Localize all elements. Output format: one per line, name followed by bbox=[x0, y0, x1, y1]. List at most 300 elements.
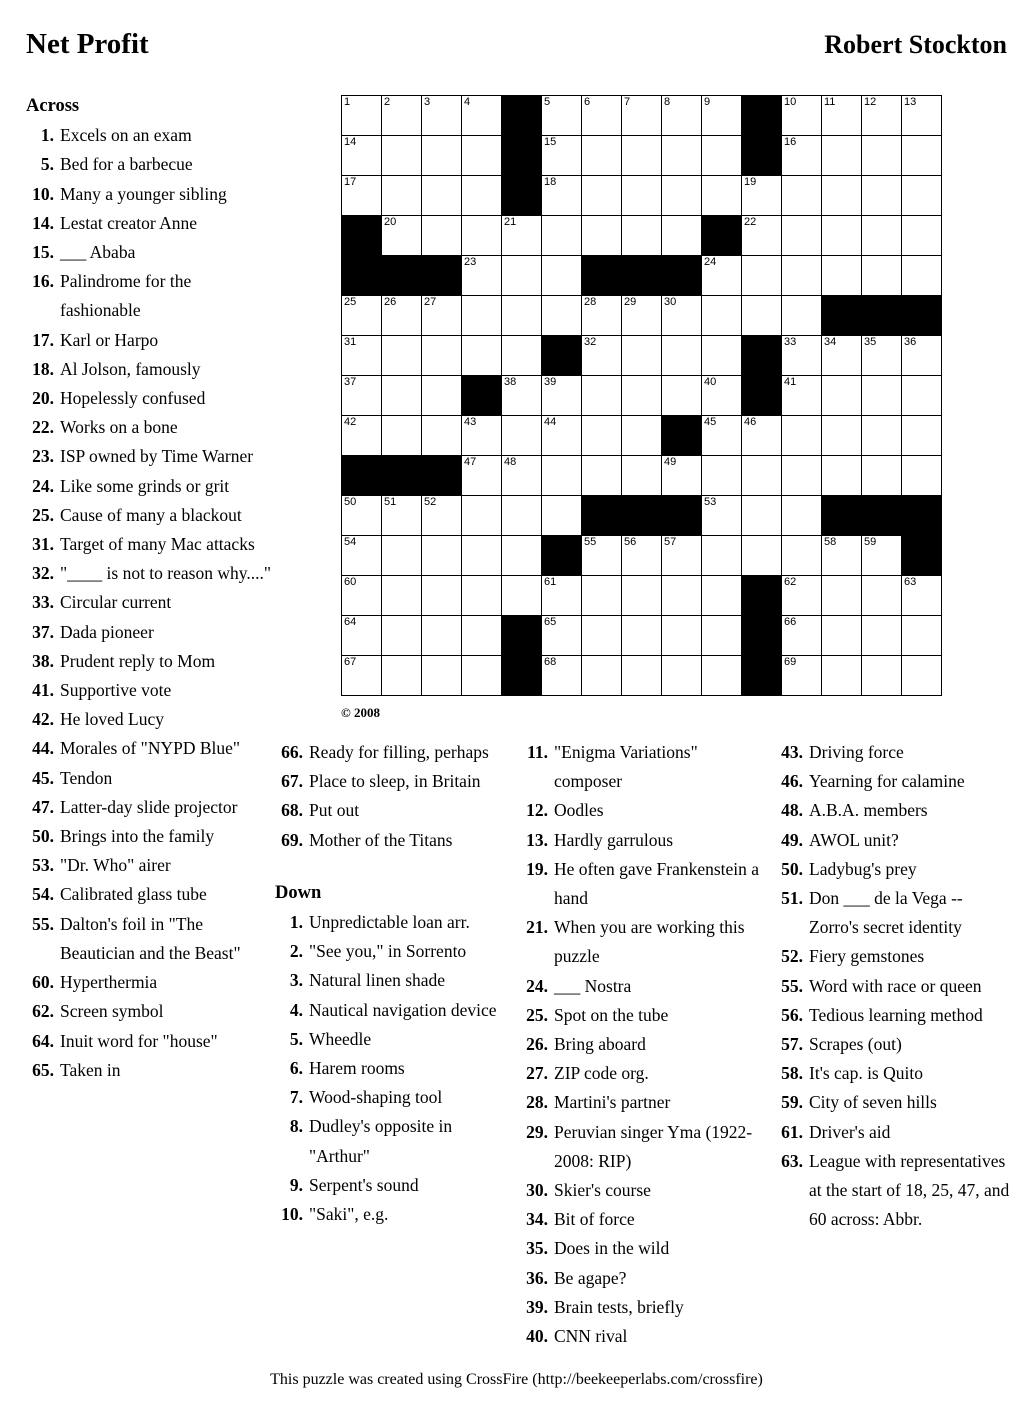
clue-item[interactable] bbox=[520, 855, 770, 913]
grid-cell[interactable] bbox=[822, 656, 862, 696]
clue-item[interactable] bbox=[275, 796, 515, 825]
clue-item[interactable] bbox=[26, 355, 274, 384]
grid-cell[interactable] bbox=[382, 416, 422, 456]
grid-cell[interactable] bbox=[742, 256, 782, 296]
grid-cell[interactable] bbox=[902, 616, 942, 656]
grid-cell[interactable] bbox=[342, 96, 382, 136]
grid-cell[interactable] bbox=[462, 136, 502, 176]
grid-cell[interactable] bbox=[382, 296, 422, 336]
clue-text: ISP owned by Time Warner bbox=[60, 446, 254, 467]
grid-cell[interactable] bbox=[662, 656, 702, 696]
clue-number: 45. bbox=[32, 767, 54, 788]
grid-cell[interactable] bbox=[862, 536, 902, 576]
grid-cell[interactable] bbox=[622, 536, 662, 576]
grid-cell-block bbox=[822, 496, 862, 536]
grid-cell[interactable] bbox=[822, 456, 862, 496]
grid-cell[interactable] bbox=[782, 496, 822, 536]
clue-item[interactable] bbox=[26, 676, 274, 705]
grid-cell[interactable] bbox=[342, 616, 382, 656]
clue-item[interactable] bbox=[520, 1234, 770, 1263]
grid-cell-block bbox=[862, 496, 902, 536]
grid-cell[interactable] bbox=[542, 216, 582, 256]
grid-cell[interactable] bbox=[582, 376, 622, 416]
grid-cell[interactable] bbox=[542, 496, 582, 536]
clue-item[interactable] bbox=[520, 1059, 770, 1088]
clue-item[interactable] bbox=[275, 1025, 515, 1054]
grid-cell[interactable] bbox=[862, 136, 902, 176]
clue-item[interactable] bbox=[775, 1088, 1015, 1117]
clue-item[interactable] bbox=[520, 796, 770, 825]
grid-cell[interactable] bbox=[622, 176, 662, 216]
grid-row bbox=[342, 576, 942, 616]
grid-cell[interactable] bbox=[382, 376, 422, 416]
grid-cell-block bbox=[662, 416, 702, 456]
grid-cell[interactable] bbox=[822, 256, 862, 296]
grid-cell[interactable] bbox=[742, 536, 782, 576]
clue-number: 17. bbox=[32, 329, 54, 350]
clue-item[interactable] bbox=[26, 267, 274, 325]
grid-cell[interactable] bbox=[542, 656, 582, 696]
grid-cell-number: 15 bbox=[544, 136, 557, 148]
grid-cell[interactable] bbox=[582, 456, 622, 496]
grid-cell[interactable] bbox=[542, 376, 582, 416]
grid-cell[interactable] bbox=[422, 496, 462, 536]
clue-number: 33. bbox=[32, 592, 54, 613]
grid-cell[interactable] bbox=[422, 536, 462, 576]
grid-cell[interactable] bbox=[342, 656, 382, 696]
grid-cell[interactable] bbox=[582, 576, 622, 616]
grid-cell[interactable] bbox=[862, 216, 902, 256]
grid-cell[interactable] bbox=[382, 536, 422, 576]
crossword-grid[interactable] bbox=[341, 95, 942, 696]
grid-cell[interactable] bbox=[782, 616, 822, 656]
grid-cell[interactable] bbox=[582, 656, 622, 696]
grid-cell[interactable] bbox=[822, 616, 862, 656]
grid-cell[interactable] bbox=[382, 496, 422, 536]
grid-cell[interactable] bbox=[542, 136, 582, 176]
grid-cell[interactable] bbox=[622, 576, 662, 616]
grid-cell[interactable] bbox=[502, 416, 542, 456]
clue-item[interactable] bbox=[275, 908, 515, 937]
clue-number: 10. bbox=[281, 1204, 303, 1225]
grid-cell[interactable] bbox=[462, 416, 502, 456]
clue-item[interactable] bbox=[26, 559, 274, 588]
clue-item[interactable] bbox=[26, 413, 274, 442]
grid-cell[interactable] bbox=[462, 656, 502, 696]
grid-cell[interactable] bbox=[342, 576, 382, 616]
grid-cell[interactable] bbox=[382, 336, 422, 376]
grid-cell[interactable] bbox=[342, 376, 382, 416]
grid-cell[interactable] bbox=[782, 296, 822, 336]
clue-item[interactable] bbox=[26, 326, 274, 355]
clue-item[interactable] bbox=[26, 150, 274, 179]
grid-cell[interactable] bbox=[782, 456, 822, 496]
grid-cell[interactable] bbox=[582, 296, 622, 336]
grid-cell[interactable] bbox=[422, 96, 462, 136]
grid-cell[interactable] bbox=[462, 216, 502, 256]
grid-cell[interactable] bbox=[342, 296, 382, 336]
grid-cell[interactable] bbox=[342, 416, 382, 456]
grid-cell[interactable] bbox=[702, 296, 742, 336]
clue-item[interactable] bbox=[520, 1293, 770, 1322]
grid-cell[interactable] bbox=[422, 616, 462, 656]
grid-cell[interactable] bbox=[782, 656, 822, 696]
grid-cell[interactable] bbox=[622, 416, 662, 456]
grid-cell[interactable] bbox=[862, 656, 902, 696]
clue-item[interactable] bbox=[275, 966, 515, 995]
grid-cell[interactable] bbox=[502, 536, 542, 576]
grid-cell[interactable] bbox=[702, 336, 742, 376]
grid-cell[interactable] bbox=[462, 536, 502, 576]
grid-cell[interactable] bbox=[342, 496, 382, 536]
grid-cell-block bbox=[702, 216, 742, 256]
grid-cell[interactable] bbox=[902, 416, 942, 456]
grid-cell[interactable] bbox=[462, 176, 502, 216]
grid-cell[interactable] bbox=[662, 176, 702, 216]
clue-item[interactable] bbox=[520, 972, 770, 1001]
grid-cell[interactable] bbox=[662, 296, 702, 336]
clue-item[interactable] bbox=[520, 1030, 770, 1059]
grid-cell[interactable] bbox=[662, 616, 702, 656]
grid-cell[interactable] bbox=[582, 96, 622, 136]
grid-cell[interactable] bbox=[782, 336, 822, 376]
grid-cell[interactable] bbox=[702, 616, 742, 656]
grid-cell[interactable] bbox=[702, 536, 742, 576]
clue-item[interactable] bbox=[26, 764, 274, 793]
grid-cell[interactable] bbox=[462, 96, 502, 136]
clue-item[interactable] bbox=[775, 972, 1015, 1001]
grid-cell[interactable] bbox=[902, 456, 942, 496]
grid-cell[interactable] bbox=[582, 216, 622, 256]
grid-cell[interactable] bbox=[582, 336, 622, 376]
grid-cell[interactable] bbox=[662, 576, 702, 616]
grid-cell[interactable] bbox=[382, 96, 422, 136]
grid-cell[interactable] bbox=[782, 216, 822, 256]
grid-cell[interactable] bbox=[822, 96, 862, 136]
grid-cell[interactable] bbox=[702, 656, 742, 696]
grid-cell-number: 48 bbox=[504, 456, 517, 468]
grid-cell[interactable] bbox=[662, 96, 702, 136]
grid-cell[interactable] bbox=[822, 576, 862, 616]
grid-cell[interactable] bbox=[422, 376, 462, 416]
clue-text: Tedious learning method bbox=[809, 1004, 983, 1025]
grid-cell[interactable] bbox=[342, 336, 382, 376]
grid-cell[interactable] bbox=[782, 176, 822, 216]
grid-cell[interactable] bbox=[662, 536, 702, 576]
clue-item[interactable] bbox=[26, 501, 274, 530]
grid-cell[interactable] bbox=[662, 376, 702, 416]
clue-text: Does in the wild bbox=[554, 1238, 670, 1259]
grid-cell[interactable] bbox=[702, 96, 742, 136]
clue-item[interactable] bbox=[26, 705, 274, 734]
clue-item[interactable] bbox=[26, 209, 274, 238]
grid-cell-number: 54 bbox=[344, 536, 357, 548]
clue-item[interactable] bbox=[775, 1147, 1015, 1235]
clue-text: Driving force bbox=[809, 742, 904, 762]
grid-cell[interactable] bbox=[742, 176, 782, 216]
clue-item[interactable] bbox=[26, 442, 274, 471]
grid-cell[interactable] bbox=[502, 456, 542, 496]
grid-cell[interactable] bbox=[862, 416, 902, 456]
grid-cell[interactable] bbox=[382, 656, 422, 696]
grid-cell[interactable] bbox=[582, 176, 622, 216]
clue-item[interactable] bbox=[520, 1322, 770, 1351]
clue-item[interactable] bbox=[26, 997, 274, 1026]
clue-item[interactable] bbox=[775, 884, 1015, 942]
grid-cell[interactable] bbox=[382, 176, 422, 216]
clue-item[interactable] bbox=[520, 1088, 770, 1117]
grid-cell[interactable] bbox=[702, 376, 742, 416]
clue-item[interactable] bbox=[775, 738, 1015, 767]
grid-cell[interactable] bbox=[782, 96, 822, 136]
clue-item[interactable] bbox=[26, 734, 274, 763]
grid-cell[interactable] bbox=[342, 176, 382, 216]
grid-cell[interactable] bbox=[702, 456, 742, 496]
clue-item[interactable] bbox=[275, 738, 515, 767]
clue-item[interactable] bbox=[775, 796, 1015, 825]
clue-item[interactable] bbox=[26, 968, 274, 997]
grid-cell[interactable] bbox=[782, 416, 822, 456]
grid-cell[interactable] bbox=[542, 416, 582, 456]
clue-number: 13. bbox=[526, 829, 548, 850]
grid-cell[interactable] bbox=[622, 656, 662, 696]
clue-item[interactable] bbox=[26, 588, 274, 617]
grid-cell[interactable] bbox=[542, 256, 582, 296]
grid-cell[interactable] bbox=[822, 136, 862, 176]
grid-cell[interactable] bbox=[862, 616, 902, 656]
grid-cell[interactable] bbox=[542, 616, 582, 656]
clue-item[interactable] bbox=[26, 647, 274, 676]
grid-cell[interactable] bbox=[422, 176, 462, 216]
grid-cell[interactable] bbox=[822, 336, 862, 376]
clue-item[interactable] bbox=[775, 1030, 1015, 1059]
grid-cell[interactable] bbox=[902, 176, 942, 216]
grid-cell[interactable] bbox=[622, 216, 662, 256]
grid-cell[interactable] bbox=[742, 216, 782, 256]
clue-item[interactable] bbox=[26, 238, 274, 267]
grid-cell[interactable] bbox=[342, 136, 382, 176]
clue-item[interactable] bbox=[275, 1083, 515, 1112]
clue-item[interactable] bbox=[520, 1001, 770, 1030]
clue-item[interactable] bbox=[775, 1001, 1015, 1030]
grid-cell[interactable] bbox=[822, 416, 862, 456]
grid-cell[interactable] bbox=[902, 216, 942, 256]
grid-cell[interactable] bbox=[542, 296, 582, 336]
grid-cell[interactable] bbox=[902, 376, 942, 416]
grid-cell[interactable] bbox=[582, 616, 622, 656]
grid-cell[interactable] bbox=[422, 416, 462, 456]
grid-cell[interactable] bbox=[462, 616, 502, 656]
grid-cell[interactable] bbox=[622, 616, 662, 656]
clue-item[interactable] bbox=[520, 1205, 770, 1234]
grid-cell[interactable] bbox=[902, 136, 942, 176]
grid-cell[interactable] bbox=[862, 376, 902, 416]
grid-cell[interactable] bbox=[902, 576, 942, 616]
clue-number: 25. bbox=[526, 1004, 548, 1025]
clue-item[interactable] bbox=[775, 942, 1015, 971]
grid-cell[interactable] bbox=[782, 536, 822, 576]
grid-cell[interactable] bbox=[462, 256, 502, 296]
clue-item[interactable] bbox=[520, 1176, 770, 1205]
grid-cell[interactable] bbox=[662, 456, 702, 496]
grid-cell[interactable] bbox=[622, 296, 662, 336]
grid-cell[interactable] bbox=[742, 496, 782, 536]
grid-cell[interactable] bbox=[462, 336, 502, 376]
grid-cell[interactable] bbox=[782, 136, 822, 176]
grid-cell[interactable] bbox=[502, 376, 542, 416]
grid-cell[interactable] bbox=[622, 376, 662, 416]
grid-cell[interactable] bbox=[702, 176, 742, 216]
clue-item[interactable] bbox=[520, 826, 770, 855]
clue-text: "Saki", e.g. bbox=[309, 1204, 389, 1225]
clue-number: 50. bbox=[781, 858, 803, 879]
clue-item[interactable] bbox=[26, 384, 274, 413]
grid-cell[interactable] bbox=[702, 496, 742, 536]
grid-cell[interactable] bbox=[462, 296, 502, 336]
grid-cell[interactable] bbox=[702, 256, 742, 296]
grid-cell[interactable] bbox=[822, 216, 862, 256]
clue-item[interactable] bbox=[26, 530, 274, 559]
grid-cell[interactable] bbox=[422, 296, 462, 336]
grid-cell[interactable] bbox=[862, 96, 902, 136]
clue-item[interactable] bbox=[520, 1264, 770, 1293]
clue-text: Dudley's opposite in "Arthur" bbox=[309, 1116, 453, 1166]
clue-item[interactable] bbox=[275, 1200, 515, 1229]
grid-cell[interactable] bbox=[382, 136, 422, 176]
grid-cell-number: 33 bbox=[784, 336, 797, 348]
clue-item[interactable] bbox=[26, 880, 274, 909]
grid-cell[interactable] bbox=[662, 216, 702, 256]
clue-item[interactable] bbox=[26, 1027, 274, 1056]
clue-item[interactable] bbox=[520, 1118, 770, 1176]
grid-cell[interactable] bbox=[702, 416, 742, 456]
grid-cell[interactable] bbox=[902, 96, 942, 136]
grid-cell[interactable] bbox=[822, 376, 862, 416]
grid-cell[interactable] bbox=[502, 296, 542, 336]
grid-cell[interactable] bbox=[502, 576, 542, 616]
clue-item[interactable] bbox=[26, 910, 274, 968]
grid-cell[interactable] bbox=[662, 136, 702, 176]
clue-text: Prudent reply to Mom bbox=[60, 650, 216, 671]
grid-cell[interactable] bbox=[582, 536, 622, 576]
clue-item[interactable] bbox=[520, 913, 770, 971]
grid-cell[interactable] bbox=[502, 216, 542, 256]
grid-cell[interactable] bbox=[622, 136, 662, 176]
clue-text: Wheedle bbox=[309, 1028, 372, 1049]
grid-cell[interactable] bbox=[422, 576, 462, 616]
grid-cell[interactable] bbox=[862, 336, 902, 376]
clue-item[interactable] bbox=[775, 1059, 1015, 1088]
grid-cell[interactable] bbox=[622, 336, 662, 376]
clue-item[interactable] bbox=[26, 618, 274, 647]
clue-number: 24. bbox=[32, 475, 54, 496]
clue-item[interactable] bbox=[26, 472, 274, 501]
grid-cell[interactable] bbox=[582, 416, 622, 456]
grid-cell[interactable] bbox=[662, 336, 702, 376]
clue-text: Lestat creator Anne bbox=[60, 212, 198, 233]
grid-cell[interactable] bbox=[422, 336, 462, 376]
grid-cell[interactable] bbox=[622, 456, 662, 496]
clue-item[interactable] bbox=[520, 738, 770, 796]
clue-item[interactable] bbox=[275, 937, 515, 966]
grid-cell[interactable] bbox=[542, 176, 582, 216]
grid-cell[interactable] bbox=[542, 96, 582, 136]
grid-cell[interactable] bbox=[862, 576, 902, 616]
grid-cell[interactable] bbox=[782, 376, 822, 416]
clue-item[interactable] bbox=[275, 826, 515, 855]
grid-cell[interactable] bbox=[862, 256, 902, 296]
clue-item[interactable] bbox=[26, 1056, 274, 1085]
clue-item[interactable] bbox=[275, 1054, 515, 1083]
grid-cell[interactable] bbox=[542, 576, 582, 616]
grid-cell[interactable] bbox=[382, 576, 422, 616]
grid-cell[interactable] bbox=[862, 456, 902, 496]
clue-text: He often gave Frankenstein a hand bbox=[554, 858, 760, 909]
down-clue-list-2 bbox=[520, 738, 770, 1351]
clue-item[interactable] bbox=[775, 826, 1015, 855]
clue-text: Peruvian singer Yma (1922-2008: RIP) bbox=[554, 1121, 753, 1171]
grid-cell[interactable] bbox=[782, 576, 822, 616]
grid-cell[interactable] bbox=[902, 656, 942, 696]
grid-cell-number: 31 bbox=[344, 336, 357, 348]
grid-cell[interactable] bbox=[702, 576, 742, 616]
clue-item[interactable] bbox=[275, 1112, 515, 1170]
grid-cell[interactable] bbox=[422, 216, 462, 256]
clue-item[interactable] bbox=[275, 767, 515, 796]
grid-cell[interactable] bbox=[742, 456, 782, 496]
grid-cell[interactable] bbox=[462, 456, 502, 496]
grid-row bbox=[342, 296, 942, 336]
grid-cell[interactable] bbox=[702, 136, 742, 176]
grid-cell[interactable] bbox=[502, 496, 542, 536]
clue-item[interactable] bbox=[26, 180, 274, 209]
grid-cell[interactable] bbox=[742, 296, 782, 336]
grid-cell-block bbox=[862, 296, 902, 336]
clue-item[interactable] bbox=[775, 855, 1015, 884]
grid-cell[interactable] bbox=[822, 536, 862, 576]
grid-cell[interactable] bbox=[502, 336, 542, 376]
clue-item[interactable] bbox=[275, 996, 515, 1025]
clue-item[interactable] bbox=[775, 1118, 1015, 1147]
clue-number: 27. bbox=[526, 1063, 548, 1084]
grid-cell[interactable] bbox=[462, 496, 502, 536]
grid-cell[interactable] bbox=[382, 616, 422, 656]
grid-cell[interactable] bbox=[622, 96, 662, 136]
crossword-grid-table[interactable] bbox=[341, 95, 942, 696]
grid-cell[interactable] bbox=[862, 176, 902, 216]
grid-cell[interactable] bbox=[582, 136, 622, 176]
grid-cell[interactable] bbox=[422, 656, 462, 696]
grid-cell[interactable] bbox=[542, 456, 582, 496]
grid-cell[interactable] bbox=[902, 256, 942, 296]
grid-cell[interactable] bbox=[502, 256, 542, 296]
grid-cell[interactable] bbox=[462, 576, 502, 616]
grid-cell[interactable] bbox=[782, 256, 822, 296]
clue-item[interactable] bbox=[26, 822, 274, 851]
grid-cell[interactable] bbox=[382, 216, 422, 256]
grid-cell[interactable] bbox=[422, 136, 462, 176]
clue-item[interactable] bbox=[775, 767, 1015, 796]
clue-item[interactable] bbox=[26, 121, 274, 150]
grid-cell[interactable] bbox=[822, 176, 862, 216]
clue-number: 47. bbox=[32, 796, 54, 817]
grid-cell[interactable] bbox=[342, 536, 382, 576]
grid-cell[interactable] bbox=[742, 416, 782, 456]
grid-cell[interactable] bbox=[902, 336, 942, 376]
clue-item[interactable] bbox=[26, 851, 274, 880]
clue-item[interactable] bbox=[275, 1171, 515, 1200]
clue-item[interactable] bbox=[26, 793, 274, 822]
